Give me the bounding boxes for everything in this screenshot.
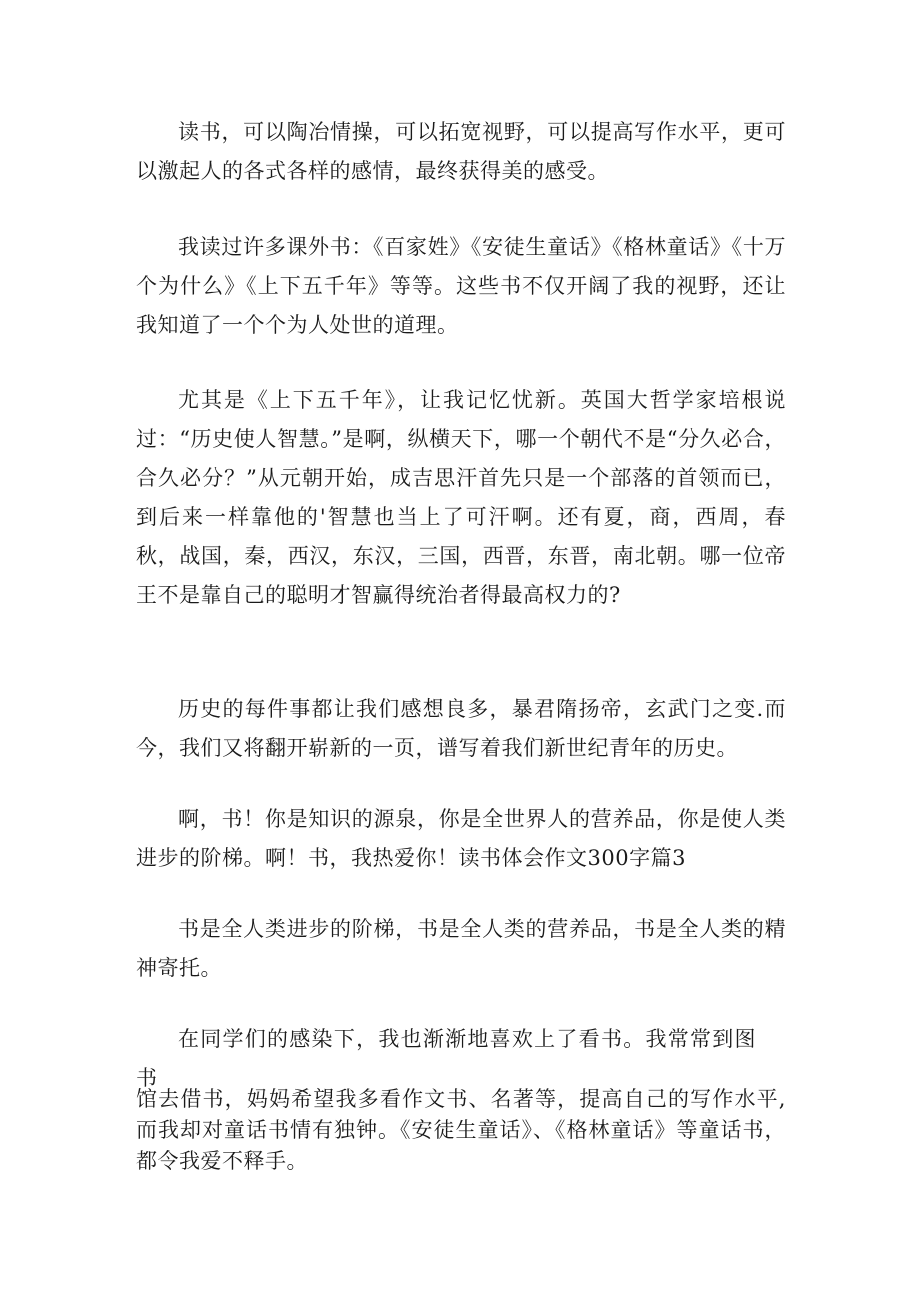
paragraph-4: 历史的每件事都让我们感想良多，暴君隋扬帝，玄武门之变.而今，我们又将翻开崭新的一页，谱写着我们新世纪青年的历史。	[136, 697, 786, 760]
paragraph-1: 读书，可以陶冶情操，可以拓宽视野，可以提高写作水平，更可以激起人的各式各样的感情，最终获得美的感受。	[136, 120, 786, 183]
paragraph-6: 书是全人类进步的阶梯，书是全人类的营养品，书是全人类的精神寄托。	[136, 917, 786, 980]
paragraph-2: 我读过许多课外书：《百家姓》《安徒生童话》《格林童话》《十万个为什么》《上下五千年》等等。这些书不仅开阔了我的视野，还让我知道了一个个为人处世的道理。	[136, 235, 786, 337]
paragraph-5: 啊，书！你是知识的源泉，你是全世界人的营养品，你是使人类进步的阶梯。啊！书，我热爱你！读书体会作文300字篇3	[136, 807, 786, 870]
paragraph-7-start: 在同学们的感染下，我也渐渐地喜欢上了看书。我常常到图书	[136, 1027, 756, 1090]
paragraph-7-continuation: 馆去借书，妈妈希望我多看作文书、名著等，提高自己的写作水平,而我却对童话书情有独钟。《安徒生童话》、《格林童话》等童话书，都令我爱不释手。	[136, 1087, 786, 1173]
paragraph-3: 尤其是《上下五千年》，让我记忆忧新。英国大哲学家培根说过：“历史使人智慧。”是啊，纵横天下，哪一个朝代不是“分久必合，合久必分？”从元朝开始，成吉思汗首先只是一个部落的首领而已，到后来一样靠他的'智慧也当上了可汗啊。还有夏，商，西周，春秋，战国，秦，西汉，东汉，三国，西晋，东晋，南北朝。哪一位帝王不是靠自己的聪明才智赢得统治者得最高权力的?	[136, 388, 786, 607]
